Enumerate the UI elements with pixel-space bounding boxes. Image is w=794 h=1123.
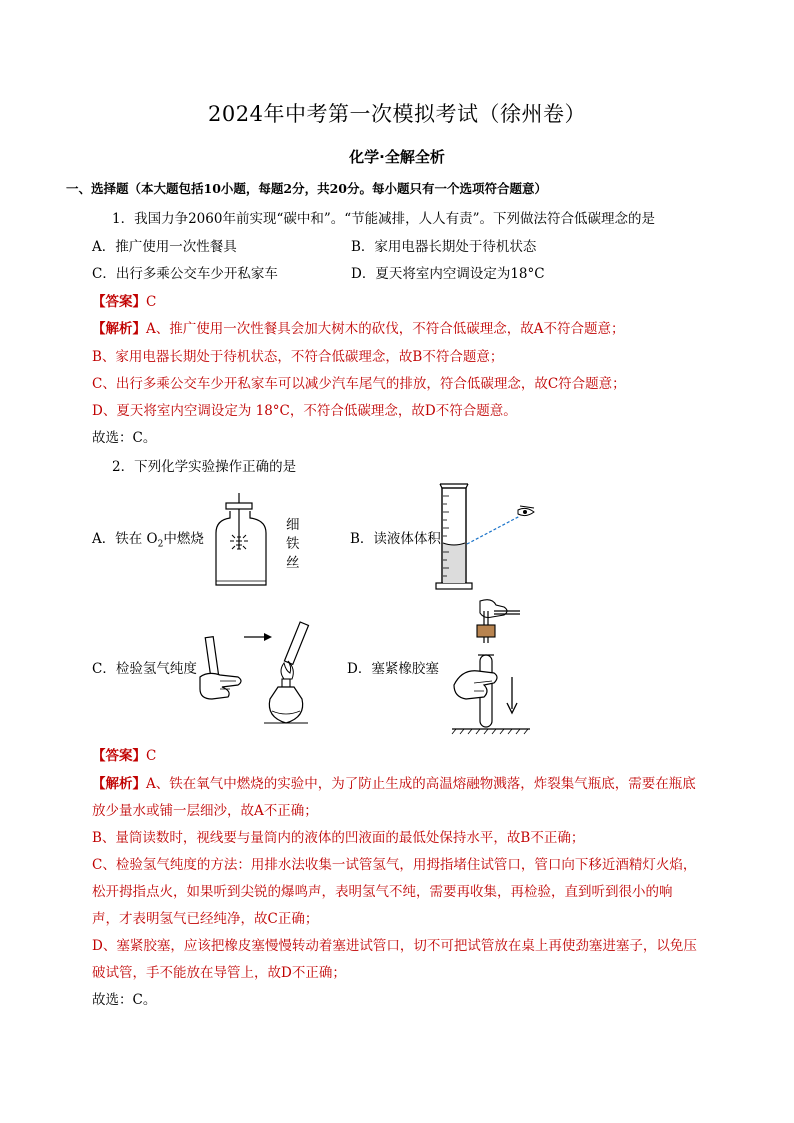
q2-option-b: B．读液体体积 [350,531,441,547]
q2-stem: 2．下列化学实验操作正确的是 [112,459,297,475]
q1-stem: 1．我国力争2060年前实现“碳中和”。“节能减排，人人有责”。下列做法符合低碳理念的是 [112,211,656,227]
q1-answer-label: 【答案】 [92,294,146,310]
page-subtitle: 化学·全解全析 [349,148,445,166]
q1-option-b: B．家用电器长期处于待机状态 [351,239,537,255]
q2-answer [92,744,156,764]
q2-analysis-line-2: 放少量水或铺一层细沙，故A不正确； [92,803,318,819]
q2-analysis-line-6: 声，才表明氢气已经纯净，故C正确； [92,911,319,927]
section-heading: 一、选择题（本大题包括10小题，每题2分，共20分。每小题只有一个选项符合题意） [66,181,547,196]
q1-analysis-line-2: B、家用电器长期处于待机状态，不符合低碳理念，故B不符合题意； [92,349,504,365]
q2-analysis-line-1 [92,772,696,792]
q2-option-c: C．检验氢气纯度 [92,661,197,677]
q2-analysis-line-5: 松开拇指点火，如果听到尖锐的爆鸣声，表明氢气不纯，需要再收集，再检验，直到听到很小的响 [92,884,673,900]
q2-analysis-text-1: A、铁在氧气中燃烧的实验中，为了防止生成的高温熔融物溅落，炸裂集气瓶底，需要在瓶底 [146,776,696,792]
q1-option-c: C．出行多乘公交车少开私家车 [92,266,278,282]
q2-answer-value: C [146,748,157,764]
q2-a-iron-wire-label: 细 铁 丝 [286,517,300,571]
measuring-cylinder-diagram [434,476,544,591]
q2-analysis-label: 【解析】 [92,776,146,792]
q2-analysis-line-3: B、量筒读数时，视线要与量筒内的液体的凹液面的最低处保持水平，故B不正确； [92,830,585,846]
page-title: 2024年中考第一次模拟考试（徐州卷） [208,102,586,126]
q2-option-a: A．铁在 $O_2$中燃烧 [92,531,204,550]
q2-answer-label: 【答案】 [92,748,146,764]
q2-analysis-line-7: D、塞紧胶塞，应该把橡皮塞慢慢转动着塞进试管口，切不可把试管放在桌上再使劲塞进塞子，以免压 [92,938,697,954]
q1-option-d: D．夏天将室内空调设定为18°C [351,266,545,282]
q2-conclusion: 故选：C。 [92,992,157,1008]
q1-conclusion: 故选：C。 [92,430,157,446]
q1-analysis-label: 【解析】 [92,321,146,337]
q2-option-d: D．塞紧橡胶塞 [347,661,439,677]
q2-analysis-line-4: C、检验氢气纯度的方法：用排水法收集一试管氢气，用拇指堵住试管口，管口向下移近酒精灯火焰， [92,857,697,873]
q1-analysis-line-1 [92,317,625,337]
q1-option-a: A．推广使用一次性餐具 [92,239,237,255]
q2-analysis-line-8: 破试管，手不能放在导管上，故D不正确； [92,965,346,981]
q1-answer-value: C [146,294,157,310]
q1-analysis-text-1: A、推广使用一次性餐具会加大树木的砍伐，不符合低碳理念，故A不符合题意； [146,321,625,337]
q1-analysis-line-3: C、出行多乘公交车少开私家车可以减少汽车尾气的排放，符合低碳理念，故C符合题意； [92,376,626,392]
insert-rubber-stopper-diagram [444,597,534,737]
hydrogen-purity-test-diagram [198,617,318,732]
iron-combustion-diagram [208,493,278,588]
q1-answer [92,290,156,310]
q1-analysis-line-4: D、夏天将室内空调设定为 18°C，不符合低碳理念，故D不符合题意。 [92,403,517,419]
